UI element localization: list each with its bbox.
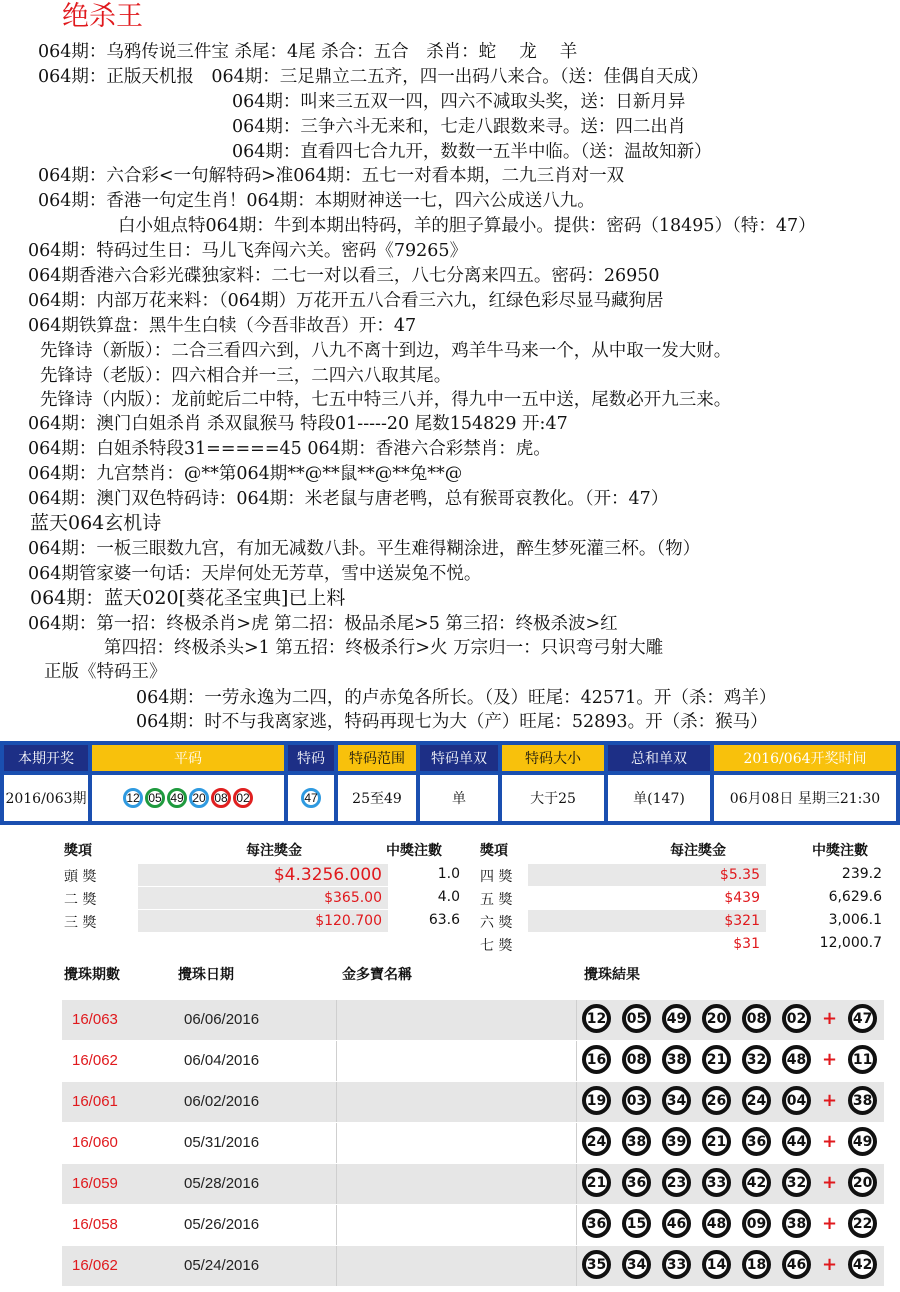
divider <box>336 1123 337 1163</box>
prize-name: 二 獎 <box>64 892 97 908</box>
prize-count: 6,629.6 <box>828 889 882 905</box>
text-line: 白小姐点特064期：牛到本期出特码，羊的胆子算最小。提供：密码（18495）（特：47） <box>118 216 816 236</box>
text-line: 064期铁算盘：黑牛生白犊（今吾非故吾）开：47 <box>28 316 417 336</box>
prize-name: 七 獎 <box>480 938 513 954</box>
draw-date: 05/31/2016 <box>184 1134 260 1151</box>
draw-result <box>582 1168 888 1197</box>
text-line: 064期：叫来三五双一四，四六不减取头奖，送：日新月异 <box>232 92 686 112</box>
number-ball: 46 <box>782 1250 811 1279</box>
plus-sign: + <box>822 1172 838 1193</box>
draw-result <box>582 1250 888 1279</box>
prize-name: 六 獎 <box>480 915 513 931</box>
text-line: 064期：一劳永逸为二四，的卢赤兔各所长。（及）旺尾：42571。开（杀：鸡羊） <box>136 688 777 708</box>
next-draw-time: 06月08日 星期三21:30 <box>714 775 896 821</box>
number-ball: 33 <box>662 1250 691 1279</box>
prize-header-count: 中獎注數 <box>812 843 868 859</box>
number-ball: 05 <box>622 1004 651 1033</box>
number-ball: 49 <box>167 788 187 808</box>
draw-result <box>582 1086 888 1115</box>
number-ball: 09 <box>742 1209 771 1238</box>
history-header-result: 攪珠結果 <box>584 967 640 983</box>
plus-sign: + <box>822 1008 838 1029</box>
history-header-period: 攪珠期數 <box>64 967 120 983</box>
number-ball: 04 <box>782 1086 811 1115</box>
number-ball: 38 <box>782 1209 811 1238</box>
text-line: 064期：六合彩<一句解特码>准064期：五七一对看本期，二九三肖对一双 <box>38 166 625 186</box>
prize-header-name: 獎項 <box>480 843 508 859</box>
number-ball: 23 <box>662 1168 691 1197</box>
text-line: 蓝天064玄机诗 <box>30 512 162 534</box>
text-line: 064期：澳门白姐杀肖 杀双鼠猴马 特段01-----20 尾数154829 开:47 <box>28 414 568 434</box>
number-ball: 19 <box>582 1086 611 1115</box>
text-line: 064期：特码过生日：马儿飞奔闯六关。密码《79265》 <box>28 241 468 261</box>
draw-date: 06/06/2016 <box>184 1011 260 1028</box>
number-ball: 21 <box>702 1127 731 1156</box>
draw-period: 16/062 <box>72 1257 118 1274</box>
special-ball: 47 <box>301 788 321 808</box>
number-ball: 21 <box>582 1168 611 1197</box>
special-ball: 20 <box>848 1168 877 1197</box>
special-ball: 49 <box>848 1127 877 1156</box>
prize-header-amount: 每注獎金 <box>246 843 302 859</box>
number-ball: 38 <box>662 1045 691 1074</box>
prize-amount: $321 <box>528 910 766 932</box>
number-ball: 08 <box>211 788 231 808</box>
special-ball: 22 <box>848 1209 877 1238</box>
number-ball: 24 <box>582 1127 611 1156</box>
prize-row <box>480 864 882 886</box>
special-number <box>288 775 334 821</box>
prize-amount: $4.3256.000 <box>138 864 388 886</box>
divider <box>576 1123 577 1163</box>
draw-result <box>582 1045 888 1074</box>
text-line: 先锋诗（内版）：龙前蛇后二中特，七五中特三八并，得九中一五中送，尾数必开九三来。 <box>40 390 732 410</box>
number-ball: 39 <box>662 1127 691 1156</box>
flat-numbers <box>92 775 284 821</box>
divider <box>336 1205 337 1245</box>
history-row <box>62 1123 884 1163</box>
number-ball: 46 <box>662 1209 691 1238</box>
number-ball: 02 <box>233 788 253 808</box>
number-ball: 36 <box>582 1209 611 1238</box>
number-ball: 44 <box>782 1127 811 1156</box>
special-odd-even: 单 <box>420 775 498 821</box>
divider <box>336 1041 337 1081</box>
number-ball: 12 <box>123 788 143 808</box>
text-line: 064期：九宫禁肖：@**第064期**@**鼠**@**兔**@ <box>28 464 463 484</box>
text-line: 064期：直看四七合九开，数数一五半中临。（送：温故知新） <box>232 142 712 162</box>
text-line: 064期：一板三眼数九宫，有加无减数八卦。平生难得糊涂进，醉生梦死灌三杯。（物） <box>28 539 701 559</box>
prize-count: 239.2 <box>841 866 882 882</box>
number-ball: 08 <box>742 1004 771 1033</box>
prize-row <box>480 887 882 909</box>
draw-date: 06/04/2016 <box>184 1052 260 1069</box>
text-line: 先锋诗（老版）：四六相合并一三，二四六八取其尾。 <box>40 366 452 386</box>
special-size: 大于25 <box>502 775 604 821</box>
number-ball: 33 <box>702 1168 731 1197</box>
prize-count: 12,000.7 <box>819 935 882 951</box>
page-title: 绝杀王 <box>62 1 143 32</box>
prize-row <box>480 910 882 932</box>
draw-period: 16/058 <box>72 1216 118 1233</box>
prize-count: 1.0 <box>437 866 460 882</box>
draw-result <box>582 1004 888 1033</box>
history-header-date: 攪珠日期 <box>178 967 234 983</box>
prize-header-amount: 每注獎金 <box>670 843 726 859</box>
draw-period: 2016/063期 <box>4 775 88 821</box>
prize-row <box>64 887 460 909</box>
special-range: 25至49 <box>338 775 416 821</box>
divider <box>336 1246 337 1286</box>
draw-results-table <box>0 741 900 825</box>
prize-amount: $5.35 <box>528 864 766 886</box>
divider <box>576 1000 577 1040</box>
header-special-size: 特码大小 <box>502 745 604 771</box>
number-ball: 38 <box>622 1127 651 1156</box>
plus-sign: + <box>822 1090 838 1111</box>
draw-date: 05/24/2016 <box>184 1257 260 1274</box>
text-line: 064期：时不与我离家逃，特码再现七为大（产）旺尾：52893。开（杀：猴马） <box>136 712 768 732</box>
history-row <box>62 1082 884 1122</box>
number-ball: 35 <box>582 1250 611 1279</box>
special-ball: 11 <box>848 1045 877 1074</box>
draw-result <box>582 1209 888 1238</box>
special-ball: 38 <box>848 1086 877 1115</box>
number-ball: 20 <box>189 788 209 808</box>
text-line: 064期：白姐杀特段31=====45 064期：香港六合彩禁肖：虎。 <box>28 439 551 459</box>
draw-period: 16/062 <box>72 1052 118 1069</box>
number-ball: 14 <box>702 1250 731 1279</box>
number-ball: 12 <box>582 1004 611 1033</box>
history-row <box>62 1000 884 1040</box>
text-line: 064期：香港一句定生肖！064期：本期财神送一七，四六公成送八九。 <box>38 191 595 211</box>
draw-date: 06/02/2016 <box>184 1093 260 1110</box>
draw-result <box>582 1127 888 1156</box>
text-line: 064期：第一招：终极杀肖>虎 第二招：极品杀尾>5 第三招：终极杀波>红 <box>28 614 618 634</box>
special-ball: 42 <box>848 1250 877 1279</box>
special-ball: 47 <box>848 1004 877 1033</box>
plus-sign: + <box>822 1049 838 1070</box>
text-line: 064期：三争六斗无来和，七走八跟数来寻。送：四二出肖 <box>232 117 686 137</box>
divider <box>576 1205 577 1245</box>
prize-count: 63.6 <box>428 912 460 928</box>
prize-count: 4.0 <box>437 889 460 905</box>
prize-count: 3,006.1 <box>828 912 882 928</box>
divider <box>576 1041 577 1081</box>
history-row <box>62 1246 884 1286</box>
header-special-number: 特码 <box>288 745 334 771</box>
text-line: 第四招：终极杀头>1 第五招：终极杀行>火 万宗归一：只识弯弓射大雕 <box>104 638 664 658</box>
number-ball: 32 <box>742 1045 771 1074</box>
text-line: 先锋诗（新版）：二合三看四六到，八九不离十到边，鸡羊牛马来一个，从中取一发大财。 <box>40 341 732 361</box>
prize-row <box>64 910 460 932</box>
number-ball: 08 <box>622 1045 651 1074</box>
prize-amount: $120.700 <box>138 910 388 932</box>
number-ball: 48 <box>702 1209 731 1238</box>
history-row <box>62 1205 884 1245</box>
number-ball: 36 <box>622 1168 651 1197</box>
text-line: 正版《特码王》 <box>44 662 167 682</box>
divider <box>576 1246 577 1286</box>
plus-sign: + <box>822 1131 838 1152</box>
draw-period: 16/059 <box>72 1175 118 1192</box>
number-ball: 03 <box>622 1086 651 1115</box>
divider <box>336 1082 337 1122</box>
header-next-draw-time: 2016/064开奖时间 <box>714 745 896 771</box>
prize-header-name: 獎項 <box>64 843 92 859</box>
plus-sign: + <box>822 1213 838 1234</box>
number-ball: 34 <box>622 1250 651 1279</box>
header-sum-odd-even: 总和单双 <box>608 745 710 771</box>
divider <box>336 1000 337 1040</box>
number-ball: 20 <box>702 1004 731 1033</box>
history-row <box>62 1041 884 1081</box>
prize-row <box>64 864 460 886</box>
draw-period: 16/061 <box>72 1093 118 1110</box>
prize-amount: $439 <box>528 887 766 909</box>
header-flat-numbers: 平码 <box>92 745 284 771</box>
prize-name: 五 獎 <box>480 892 513 908</box>
number-ball: 24 <box>742 1086 771 1115</box>
prize-row <box>480 933 882 955</box>
number-ball: 36 <box>742 1127 771 1156</box>
header-special-range: 特码范围 <box>338 745 416 771</box>
draw-date: 05/26/2016 <box>184 1216 260 1233</box>
number-ball: 16 <box>582 1045 611 1074</box>
prize-header-count: 中獎注數 <box>386 843 442 859</box>
number-ball: 21 <box>702 1045 731 1074</box>
prize-name: 頭 獎 <box>64 869 97 885</box>
number-ball: 15 <box>622 1209 651 1238</box>
history-row <box>62 1164 884 1204</box>
number-ball: 48 <box>782 1045 811 1074</box>
number-ball: 05 <box>145 788 165 808</box>
header-current-draw: 本期开奖 <box>4 745 88 771</box>
plus-sign: + <box>822 1254 838 1275</box>
number-ball: 02 <box>782 1004 811 1033</box>
header-special-odd-even: 特码单双 <box>420 745 498 771</box>
text-line: 064期：蓝天020[葵花圣宝典]已上料 <box>30 587 346 609</box>
divider <box>336 1164 337 1204</box>
prize-amount: $365.00 <box>138 887 388 909</box>
text-line: 064期香港六合彩光碟独家料：二七一对以看三，八七分离来四五。密码：26950 <box>28 266 660 286</box>
divider <box>576 1164 577 1204</box>
history-header-name: 金多寶名稱 <box>342 967 412 983</box>
number-ball: 42 <box>742 1168 771 1197</box>
number-ball: 32 <box>782 1168 811 1197</box>
text-line: 064期：内部万花来料：（064期）万花开五八合看三六九，红绿色彩尽显马藏狗居 <box>28 291 664 311</box>
prize-name: 四 獎 <box>480 869 513 885</box>
text-line: 064期：澳门双色特码诗：064期：米老鼠与唐老鸭，总有猴哥哀教化。（开：47） <box>28 489 669 509</box>
draw-period: 16/060 <box>72 1134 118 1151</box>
text-line: 064期：乌鸦传说三件宝 杀尾：4尾 杀合：五合 杀肖：蛇 龙 羊 <box>38 42 578 62</box>
draw-date: 05/28/2016 <box>184 1175 260 1192</box>
text-line: 064期：正版天机报 064期：三足鼎立二五齐，四一出码八来合。（送：佳偶自天成） <box>38 67 709 87</box>
text-line: 064期管家婆一句话：天岸何处无芳草，雪中送炭兔不悦。 <box>28 564 482 584</box>
prize-name: 三 獎 <box>64 915 97 931</box>
divider <box>576 1082 577 1122</box>
number-ball: 34 <box>662 1086 691 1115</box>
number-ball: 18 <box>742 1250 771 1279</box>
prize-amount: $31 <box>528 933 766 955</box>
number-ball: 49 <box>662 1004 691 1033</box>
draw-period: 16/063 <box>72 1011 118 1028</box>
number-ball: 26 <box>702 1086 731 1115</box>
sum-odd-even: 单(147) <box>608 775 710 821</box>
